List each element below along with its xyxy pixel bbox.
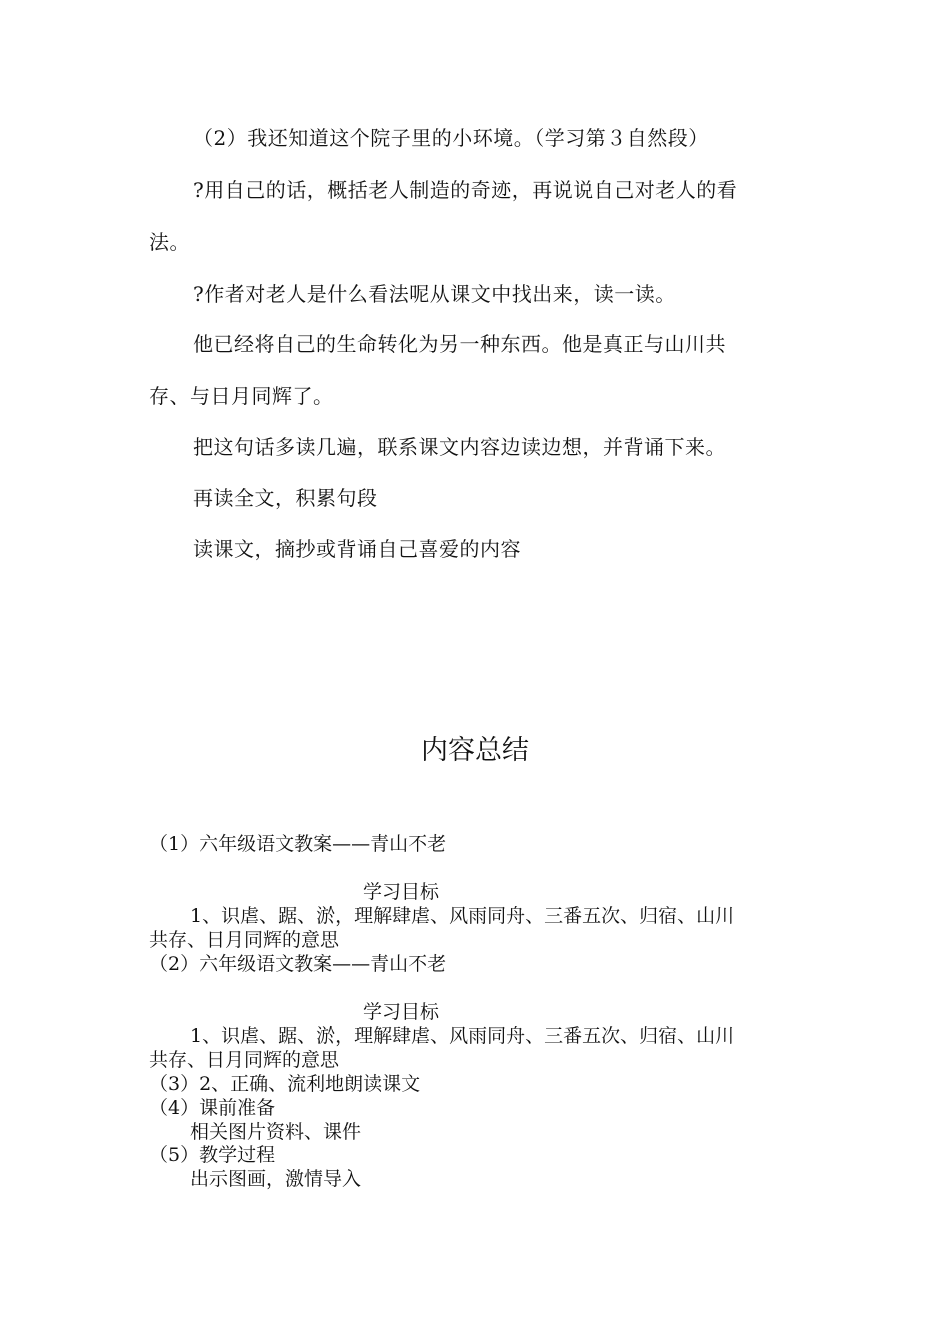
summary-item-3: （3）2、正确、流利地朗读课文 — [149, 1073, 421, 1095]
summary-title: 内容总结 — [421, 735, 529, 766]
summary-goal-text-1-line2: 共存、日月同辉的意思 — [149, 929, 340, 951]
summary-item-5: （5）教学过程 — [149, 1144, 276, 1166]
summary-item-4-text: 相关图片资料、课件 — [190, 1121, 362, 1143]
paragraph-read-text: 读课文，摘抄或背诵自己喜爱的内容 — [193, 537, 521, 561]
summary-goal-text-2-line2: 共存、日月同辉的意思 — [149, 1049, 340, 1071]
paragraph-section-3: （2）我还知道这个院子里的小环境。（学习第３自然段） — [193, 126, 709, 150]
summary-goal-heading-1: 学习目标 — [363, 881, 440, 903]
paragraph-summarize-line2: 法。 — [149, 230, 190, 254]
summary-item-4: （4）课前准备 — [149, 1097, 276, 1119]
summary-goal-text-1-line1: 1、识虐、踞、淤，理解肆虐、风雨同舟、三番五次、归宿、山川 — [190, 905, 735, 927]
paragraph-summarize-line1: ?用自己的话，概括老人制造的奇迹，再说说自己对老人的看 — [193, 178, 738, 202]
summary-item-2: （2）六年级语文教案——青山不老 — [149, 953, 447, 975]
summary-goal-heading-2: 学习目标 — [363, 1001, 440, 1023]
paragraph-quote-line2: 存、与日月同辉了。 — [149, 384, 334, 408]
summary-item-5-text: 出示图画，激情导入 — [190, 1168, 362, 1190]
paragraph-reread: 再读全文，积累句段 — [193, 486, 378, 510]
summary-item-1: （1）六年级语文教案——青山不老 — [149, 833, 447, 855]
paragraph-author-view: ?作者对老人是什么看法呢从课文中找出来，读一读。 — [193, 282, 676, 306]
paragraph-quote-line1: 他已经将自己的生命转化为另一种东西。他是真正与山川共 — [193, 332, 726, 356]
paragraph-recite: 把这句话多读几遍，联系课文内容边读边想，并背诵下来。 — [193, 435, 726, 459]
summary-goal-text-2-line1: 1、识虐、踞、淤，理解肆虐、风雨同舟、三番五次、归宿、山川 — [190, 1025, 735, 1047]
